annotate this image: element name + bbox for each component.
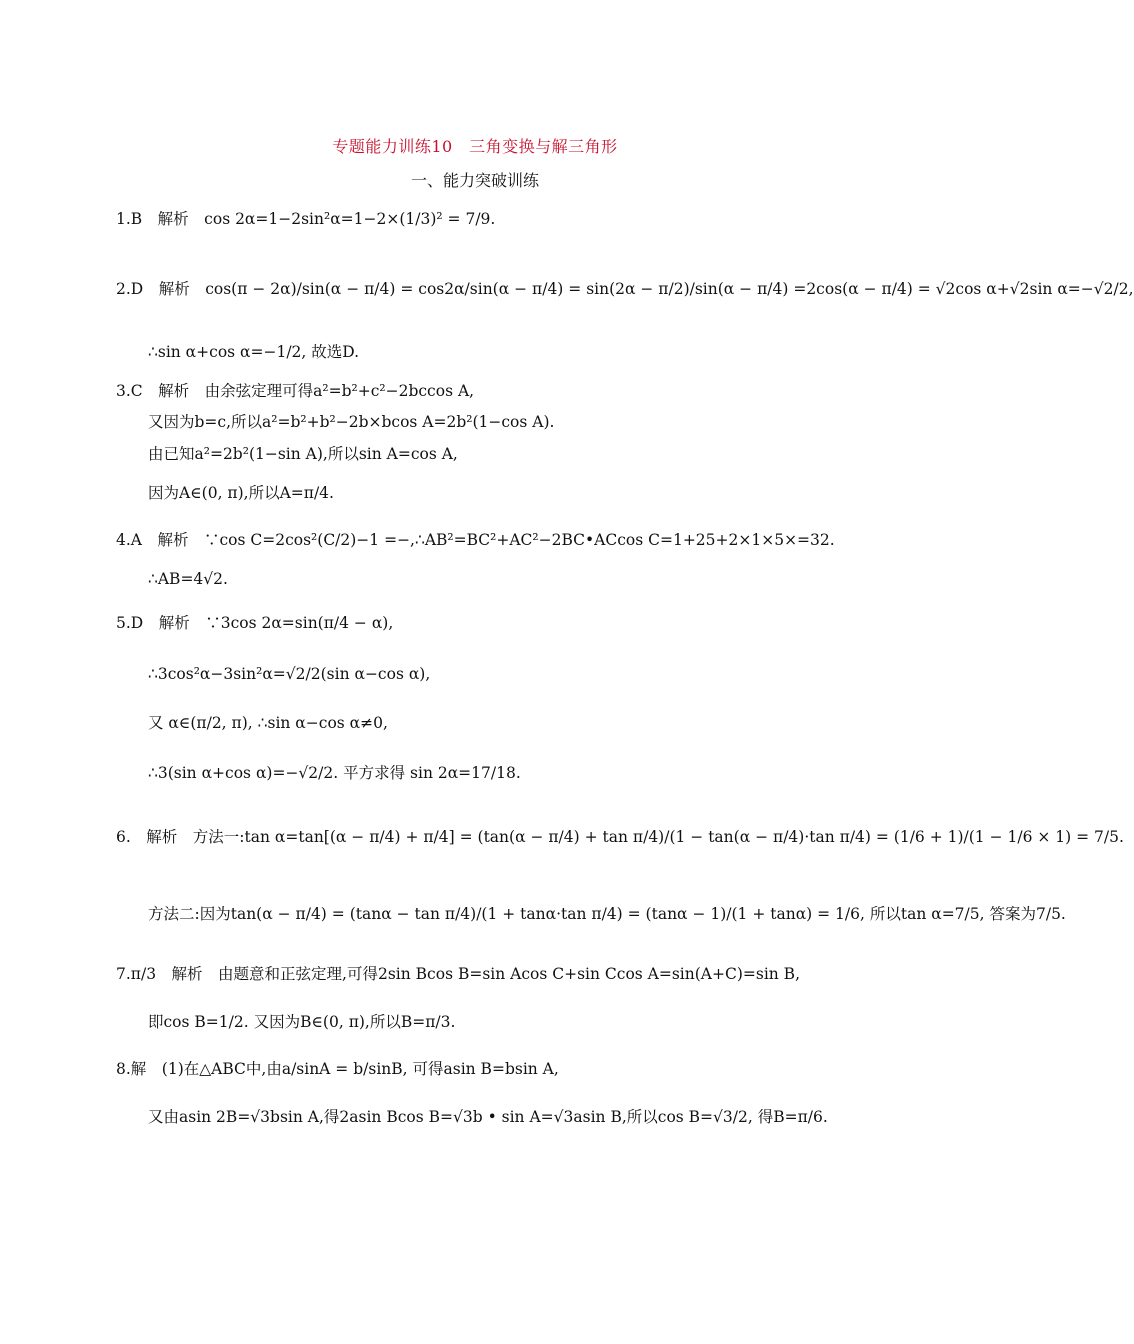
answer-5: 5.D 解析 ∵3cos 2α=sin(π/4 − α), xyxy=(116,614,394,632)
answer-8-step-1: 又由asin 2B=√3bsin A,得2asin Bcos B=√3b • sin A=√3asin B,所以cos B=√3/2, 得B=π/6. xyxy=(148,1108,828,1126)
answer-2: 2.D 解析 cos(π − 2α)/sin(α − π/4) = cos2α/sin(α − π/4) = sin(2α − π/2)/sin(α − π/4) =2cos(α − π/4) = √2cos α+√2sin α=−√2/2, xyxy=(116,280,1134,298)
answer-2-conclusion: ∴sin α+cos α=−1/2, 故选D. xyxy=(148,343,360,361)
answer-1: 1.B 解析 cos 2α=1−2sin²α=1−2×(1/3)² = 7/9. xyxy=(116,210,496,228)
section-heading: 一、能力突破训练 xyxy=(410,171,539,190)
answer-3-step-1: 又因为b=c,所以a²=b²+b²−2b×bcos A=2b²(1−cos A). xyxy=(148,413,555,431)
answer-7-conclusion: 即cos B=1/2. 又因为B∈(0, π),所以B=π/3. xyxy=(148,1013,456,1031)
answer-3-step-2: 由已知a²=2b²(1−sin A),所以sin A=cos A, xyxy=(148,445,458,463)
answer-8: 8.解 (1)在△ABC中,由a/sinA = b/sinB, 可得asin B=bsin A, xyxy=(116,1060,559,1078)
answer-4: 4.A 解析 ∵cos C=2cos²(C/2)−1 =−,∴AB²=BC²+AC²−2BC•ACcos C=1+25+2×1×5×=32. xyxy=(116,531,835,549)
page-title: 专题能力训练10 三角变换与解三角形 xyxy=(332,137,618,156)
answer-4-conclusion: ∴AB=4√2. xyxy=(148,570,228,588)
answer-7: 7.π/3 解析 由题意和正弦定理,可得2sin Bcos B=sin Acos C+sin Ccos A=sin(A+C)=sin B, xyxy=(116,965,800,983)
answer-5-step-2: 又 α∈(π/2, π), ∴sin α−cos α≠0, xyxy=(148,714,388,732)
answer-3: 3.C 解析 由余弦定理可得a²=b²+c²−2bccos A, xyxy=(116,382,475,400)
answer-3-conclusion: 因为A∈(0, π),所以A=π/4. xyxy=(148,484,334,502)
answer-6-method-2: 方法二:因为tan(α − π/4) = (tanα − tan π/4)/(1 + tanα·tan π/4) = (tanα − 1)/(1 + tanα) = 1/6, 所以tan α=7/5, 答案为7/5. xyxy=(148,905,1066,923)
answer-5-step-1: ∴3cos²α−3sin²α=√2/2(sin α−cos α), xyxy=(148,665,431,683)
answer-5-conclusion: ∴3(sin α+cos α)=−√2/2. 平方求得 sin 2α=17/18. xyxy=(148,764,521,782)
answer-6-method-1: 6. 解析 方法一:tan α=tan[(α − π/4) + π/4] = (tan(α − π/4) + tan π/4)/(1 − tan(α − π/4)·tan π/4) = (1/6 + 1)/(1 − 1/6 × 1) = 7/5. xyxy=(116,828,1124,846)
